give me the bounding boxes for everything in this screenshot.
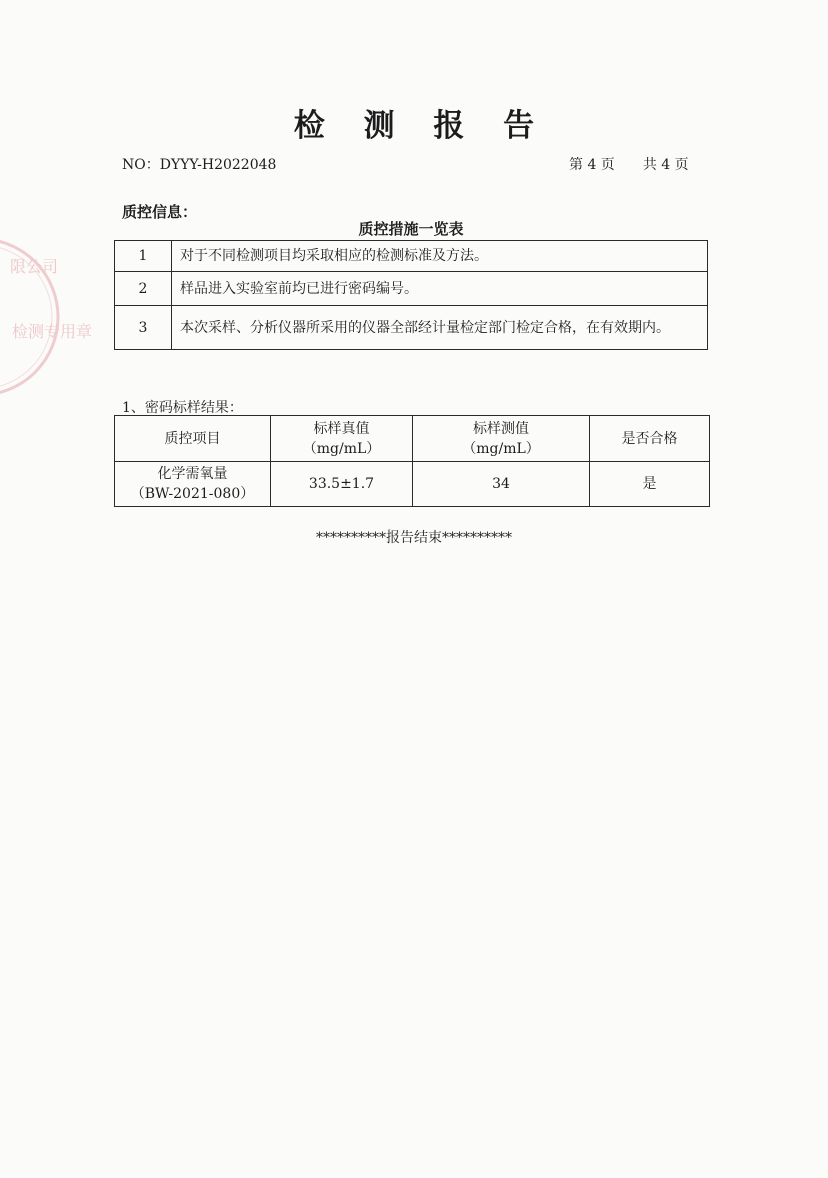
qc-table-title: 质控措施一览表 xyxy=(358,220,464,238)
item-name: 化学需氧量 xyxy=(157,466,228,482)
column-header-measured-value xyxy=(413,416,590,462)
company-seal-stamp xyxy=(0,232,93,402)
column-header-true-value xyxy=(271,416,413,462)
table-header-row xyxy=(115,416,710,462)
column-header-item: 质控项目 xyxy=(115,416,271,462)
row-number: 1 xyxy=(115,241,172,272)
header-unit: （mg/mL） xyxy=(302,440,381,457)
measure-text: 本次采样、分析仪器所采用的仪器全部经计量检定部门检定合格，在有效期内。 xyxy=(172,306,708,350)
page-current: 第 4 页 xyxy=(569,157,615,173)
qc-info-heading: 质控信息： xyxy=(122,203,198,221)
header-unit: （mg/mL） xyxy=(462,440,540,457)
column-header-qualified: 是否合格 xyxy=(590,416,710,462)
row-number: 3 xyxy=(115,306,172,350)
row-number: 2 xyxy=(115,272,172,306)
true-value-cell: 33.5±1.7 xyxy=(271,462,413,507)
header-label: 标样真值 xyxy=(313,420,370,437)
svg-text:检测专用章: 检测专用章 xyxy=(12,322,93,341)
measure-text: 样品进入实验室前均已进行密码编号。 xyxy=(172,272,708,306)
results-heading: 1、密码标样结果： xyxy=(122,400,243,416)
table-row xyxy=(115,306,708,350)
qc-measures-table xyxy=(114,240,708,350)
qualified-cell: 是 xyxy=(590,462,710,507)
measure-text: 对于不同检测项目均采取相应的检测标准及方法。 xyxy=(172,241,708,272)
measured-value-cell: 34 xyxy=(413,462,590,507)
report-number: NO：DYYY-H2022048 xyxy=(122,157,277,173)
report-end-marker: **********报告结束********** xyxy=(316,530,512,546)
qc-item-cell xyxy=(115,462,271,507)
table-row xyxy=(115,241,708,272)
item-code: （BW-2021-080） xyxy=(130,486,255,502)
page-total: 共 4 页 xyxy=(642,157,689,173)
standard-sample-results-table xyxy=(114,415,710,507)
svg-text:限公司: 限公司 xyxy=(10,257,59,276)
page-indicator xyxy=(569,154,689,174)
header-label: 标样测值 xyxy=(473,420,529,437)
table-row xyxy=(115,462,710,507)
report-title: 检 测 报 告 xyxy=(293,108,549,144)
table-row xyxy=(115,272,708,306)
